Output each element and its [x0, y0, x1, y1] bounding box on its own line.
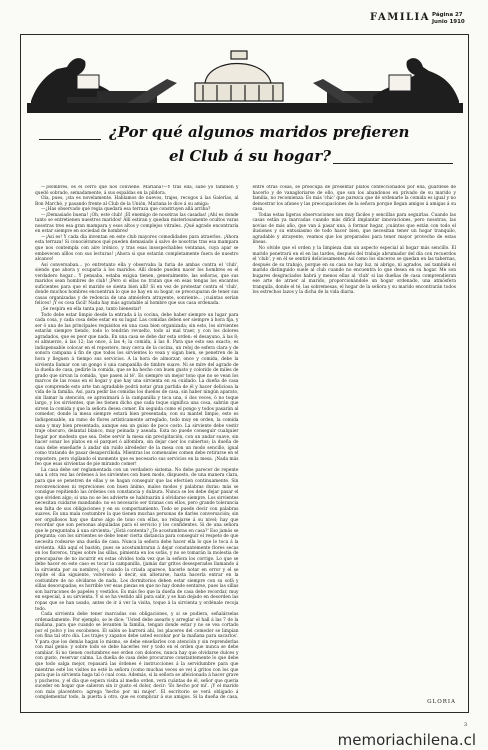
author-signature: GLORIA — [427, 699, 456, 705]
article-paragraph: —¿Has observado qué regia quedará esa terraza que construyen allá arriba? — [41, 207, 211, 213]
article-frame — [20, 34, 469, 713]
article-paragraph: —¡Hombres, es el cerro que nos conviene. Mariana!—Y tras ella, sabe yo también y quedó sobrado, semadamente, á sus espaldas en la píldora. — [35, 185, 239, 196]
magazine-title: FAMILIA — [370, 12, 430, 23]
page-meta — [432, 12, 465, 26]
headline-line-1: ¿Por qué algunos maridos prefieren — [109, 123, 410, 141]
article-paragraph: Oía, pues, ¡sta es novelamente. Hablamos de nuevos, trajes, recogos á las Galerías, al Bon Marché, y pasando frente al Club de la Unión, Mariana le dice á su amiga: — [35, 196, 239, 207]
page-header — [0, 8, 488, 34]
watermark-bar — [0, 728, 488, 750]
article-paragraph: Todas estas ligeras observaciones son muy fáciles y sencillas para seguirlas. Cuando las casas están ya marcadas cuando más difícil implantar innovaciones, pero nosotras, las novias de más año, que van á pasar una, á formar hogar, ¡cuántos que están con todo el ilusiones y su entusiasmo de todo hacer bien, que necesitan tener un hogar tranquilo, agradable y atrayente, veamos que los preparados para tener mayor provecho de estas líneas. — [252, 212, 456, 246]
article-paragraph: —¡Demasiado buena! ¡Oh, este club! ¡El enemigo de nosotras las casadas! ¡Ahí es donde tanto se entretienen nuestros maridos! Allí estiran y quedan misteriosamente ocultos varas nosotras tres esa gran mampara y esos altos y complejos vitrales. ¡Qué agrado encontraría en estar siempre en sociedad de hombres! — [35, 212, 239, 235]
headline-line-2: el Club á su hogar? — [169, 147, 332, 165]
article-paragraph: Cada sirvienta debe tener marcadas sus obligaciones, y si se pudiera, señalárselas ordenadamente. Por ejemplo, se le dice: 'Usted debe asearlo y arreglar el hall á las 7 de la mañana, para que cuando se levanten la familia, tengan donde estar y no se vea cortado por el polvo y los escobones. El salón se barrerá ahí, los placeres del comedor se limpian con fina tal otro día. Los trajes y zapatos debe usted escobar por la mañana para sacarlos'. Y para que los demás hagan lo mismo, se debe enseñarles con atención y sin reprenderlas con mal genio: y sobre todo se debe hacerles ver y todo en el orden que nunca se debe cambiar. Si no tienen costumbres ese orden con dolores, nunca hay que olvidarse dulces y con gusto, reservar calma. La dueña de casa debe procurarse constantemente lo que debe que todo salga mejor, repasará las órdenes é instrucciones á la servidumbre para que mientras esté los visites no esté la señora (como muchas veces se ve) á gritos con los que para que la sirvienta haga tal ó cual cosa. Además, si la señora se afeicionada á hacer grave y pucheros, y el día que espera visita al medio orden, verá cuántas de él, señor que quería suceder en hogar que salieron sin ir gusto el dolor, decir: 'Es hecho por mí'. ¡Y el marido con más placentero: agrega 'hecho por mi mujer'. El escritorio se verá obligado á complementar todo, la puerta á otro, que es complicar á sus amigos. Si la dueña de casa, entre otras cosas, se preocupa de presentar platos confeccionados por ella, guárdese de hacerlo y de vanagloriarse de ello, que son los abandonos en privado de su marido y familia, no recomienza. Es más 'chic' que parezca que dé ordenarle la comida es igual y no demostrar los afanes y las preocupaciones de la señora porque llegan amigos á amigas á su casa. — [35, 185, 456, 701]
issue-date: Junio 1910 — [432, 19, 465, 25]
article-paragraph: Todo debe estar limpio desde la entrada á la cocina, debe haber siempre un lugar para cada cosa, y cada cosa debe estar en su lugar. Las comidas deben ser siempre á hora fija, y ser ó una de las principales requisitos en una casa bien organizada; sin esto, los sirvientes estarán siempre tiendo, todo lo tendrán revuelto, todo al mal traer, y con los dolores agradados, que es peor que nada. En una casa se debe dar esta orden: el desayuno, á las 8; el almuerzo, á las 12; las once, á las 4; la comida, á las 8. Para que esto sea exacto, es indispensable colocar en el repostero, muy cerca de la cocina, un reloj de esfera clara y de sonora campana á fin de que todos los sirvientes lo vean y oigan bien, se penetren de la hora y lleguen á tiempo sus servicios. A la hora de almorzar, once y comida, debe la sirvienta llamar con un gongo ó una campanilla de timbre suave. Ni se mire del agrado de la dueña de casa, pedirle la comida, que se ha hecho con buen gusto y colorido de miles de grado que sirvan la comida, 'que pasen al té'. Es siempre un mejor tono que no se vean los marcos de las rosas en el hogar y que hay una sirvienta en su cuidado. La dueña de casa que comprende esto arte tan agradable podrá notar gran partida de él y hacer deliciosa la vida de la familia. Así, para pedir las comidas los dueños de casa, sin haber ningún aparato, sin llamar la atención, se aproximará á la campanilla y toca una, ó dos veces, ó no toque largo, y los sirvientes, que les tienen dicho que cada toque significa una cosa, sabrán que sirven la comida y que la señora desea comer. En seguida como el pongo y todos pasarán al comedor, donde la mesa siempre estará bien presentada; con su mantel limpio, esto es indispensable, un ramo de flores artísticamente arreglado, todo muy en orden, la comida sana y muy bien presentada, aunque sea un guiso de poco costo. La sirviente debe vestir traje obscuro, delantal blanco, muy peinada y aseada. Esta no puede conseguir cualquier hogar por modesto que sea. Debe servir la mesa sin precipitación, con un andar suave, sin hacer sonar los platos en el parquet ó alfombra, sin dejar caer los cubiertos; la dueña de casa debe enseñarle á andar sin ruido alrededor de la mesa con un modo sencillo, igual como tratando de pasar desapercibida. Mientras los comensales comen debe retirarse en el repostero, pero vigilando el momento que es necesario sus servicios en la mesa. ¡Nada más feo que esas sirvientas de pie mirando comer! — [35, 312, 239, 468]
article-body — [35, 185, 456, 701]
watermark[interactable]: memoriachilena.cl — [337, 731, 476, 749]
headline-rule-right — [333, 163, 453, 164]
headline — [21, 117, 470, 175]
page-label: Página 27 — [432, 12, 463, 18]
article-paragraph: La casa debe ser reglamentada con un verdadero sistema. No debe parecer de repente una ú otra vez las órdenes á los sirvientes con buen modo, dispuesto, de una manera clara, para que se penetren de ellas y se hagan conseguir que las efectúen continuamente. Sin reconvenciones ni repreciones con buen ánimo, malos modos y palabras duras: más se consigue repitiendo las órdenes con constancia y dulzura. Nunca se les debe dejar pasar el que olviden algo; si una no se les advierte se habituarán á olvidarse siempre. Los sirvientes necesitan cuidarse mandando: no es necesario ser tiranas con ellos, pero grande tolerancia sea falta de sus obligaciones y en su comportamiento. Todo se puede decir con palabras suaves. Es una mala costumbre la que tienen muchas personas de darles conversación; sin ser orgullosos hay que darse algo de tono con ellas, no rebajarse á su nivel; hay que recordar que son personas alquiladas para el servicio y los confidentes. Si de una señora que le preguntaba á una sirvienta: '¿Está contenta? ¿Te acostumbras en casa?' Eso jamás se pregunta; con los sirvientes se debe tener cierta distancia para conseguir el respeto de que necesita rodearse una dueña de casa. Nunca la señora debe hacer ella lo que le toca á la sirvienta. Allá aquí el bastón, pues se acostumbraran á dejar constantemente flores secas en los floreros, trajes sobre las sillas, pimienta en los sofás, y no se tomarán la molestia de preocuparse de no incurrir en estas olvidos toda vez que la señora los corrige. Lo que se debe hacer en este caso es tocar la campanilla, (jamás dar gritos desesperados llamando á la sirvienta por su nombre), y cuando la criada aparece, hacerle notar en error y el se repite el día siguiente, volvérselo á decir, sin alterarse, hasta hacerla entrar en la costumbre de no olvidarse de nada. Los dormitorios deben estar siempre con su sofá y sillas desocupadas; es horrible ver esas piezas en que no hay donde sentarse, pues las sillas son barracones de papeles y vestidos. Es más feo que la dueña de casa debe recordar, muy en especial, á su sirvienta. Y si se ha vestido allí para salir, y se han dejado en desorden las ropas que se han usado, antes de ir á ver la visita, toque á la sirvienta y ordénale recoja todo. — [35, 467, 239, 612]
article-paragraph: Así conversaban... yo entretanto ella y observaba la furia de ambas contra el 'club', siendo que ahora y ocuparía á los maridos. Allí donde pueden nacer los hombres es el verdadero hogar... Y pensaba, estaba exigua tienen, generalmente, las señoras, que sus maridos sean hombres de club! ¡Pero si ellas no tratan que en esas tengas los encantos suficientes para que el marido se sienta bien allí! Si en vez de protestar contra el 'club', donde muchos hombres encuentran lo que no hay en su hogar, se preocuparan de tener sus casas organizadas y de redoncia de una atmósfera atrayente, sonriente... ¡cuántas serían felices! ¡Y es cosa fácil! Nada hay más agradable al hombre que sus casa ordenada. — [35, 262, 239, 307]
article-paragraph: —¡Así es! Y cada día inventan en este club mayores comodidades para atraerlos. ¡Ahora esta terraza! Si conociéramos qué pueden demasiado á salvo de nosotras tras esa mampara que nos contempla con aire irónico, y tras esas insospechables ventanas, cuya apar se embevecen alllos con sus lecturas! ¡Ahora si que estarán completamente fuera de nuestro alcance! — [35, 234, 239, 263]
article-paragraph: No olvide que el orden y la limpieza dan un aspecto especial al hogar más sencillo. El marido penetrará en el en las tardes, después del trabajo abrumador del día con recuerdos el 'club', y en él se sentirá deliciosamente. Así como los sinceros se quedan en las tabernas, después de su trabajo, porque en su casa no hay luz, ni abrigo, ni agrados, así también el marido distinguido suele al club cuando no encuentra lo que desea en su hogar. Me son bugares desgraciados habrá y menos ellas al 'club' si las dueñas de casa comprendieran ese arte de atraer al marido, proporcionándole un hogar ordenado, una atmósfera tranquila, donde el té, las sobremesas, el hogar de la señora y su marido encontrarán todos los estrechos lazos y la dicha de la vida diaria. — [252, 246, 456, 296]
headline-rule-left — [39, 139, 101, 140]
page-number: 3 — [464, 722, 468, 728]
banner-illustration — [27, 39, 463, 115]
article-paragraph: ¡Se respira en ella tanta paz, tanto bienestar! — [41, 307, 142, 313]
